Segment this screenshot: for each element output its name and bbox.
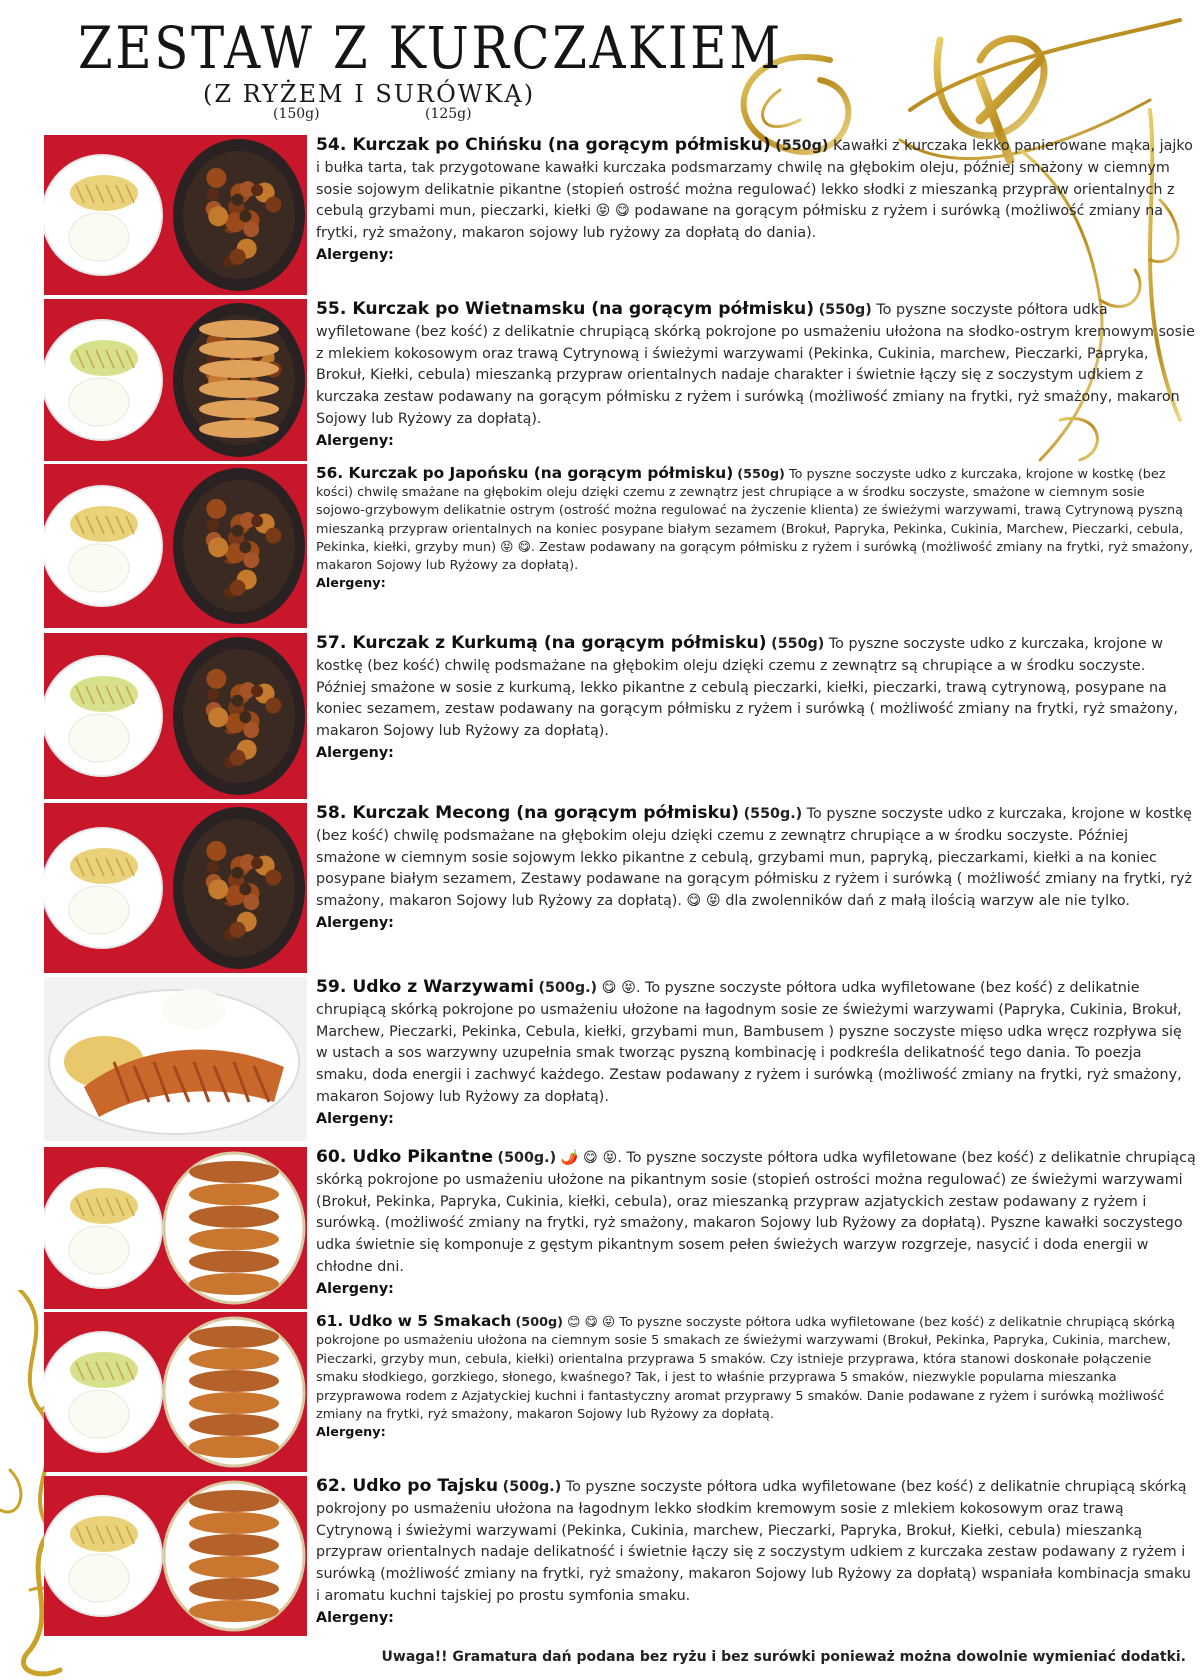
salad-weight-note: (125g): [425, 106, 472, 122]
item-body: [316, 977, 1196, 1109]
dish-description: To pyszne soczyste półtora udka wyfiletowane (bez kość) z delikatnie chrupiącą skórką pokrojone po usmażeniu ułożona na słodko-ostrym kremowym sosie z mlekiem kokosowym oraz trawą Cytrynową i świeżymi warzywami (Pekinka, Cukinia, marchew, Pieczarki, Papryka, Brokuł, Kiełki, cebula) mieszanką przypraw orientalnych nadaje charakter i świetnie łączy się z soczystym udkiem z kurczaka zestaw podawany na gorącym półmisku z ryżem i surówką (możliwość zmiany na frytki, ryż smażony, makaron Sojowy lub Ryżowy za dopłatą).: [316, 302, 1195, 427]
dish-photo: [44, 633, 307, 799]
item-body: [316, 633, 1196, 743]
dish-name: 58. Kurczak Mecong (na gorącym półmisku): [316, 803, 740, 823]
allergens-label: Alergeny:: [316, 432, 394, 449]
dish-weight: (500g.): [497, 1150, 557, 1166]
menu-item: [44, 1312, 1196, 1472]
dish-photo: [44, 803, 307, 973]
dish-name: 57. Kurczak z Kurkumą (na gorącym półmisku): [316, 633, 767, 653]
menu-item: [44, 135, 1196, 295]
dish-photo: [44, 135, 307, 295]
item-body: [316, 1476, 1196, 1608]
allergens-label: Alergeny:: [316, 1110, 394, 1127]
dish-description: To pyszne soczyste udko z kurczaka, krojone w kostkę (bez kość) chwilę podsmażane na głębokim oleju dzięki czemu z zewnątrz chrupiące a w środku soczyste. Później smażone w ciemnym sosie sojowym lekko pikantne z cebulą, grzybami mun, papryką, pieczarkami, kiełki a na koniec posypane białym sezamem, Zestawy podawane na gorącym półmisku z ryżem i surówką ( możliwość zmiany na frytki, ryż smażony, makaron Sojowy lub Ryżowy za dopłatą).: [316, 806, 1193, 910]
dish-photo: [44, 464, 307, 628]
item-body: [316, 464, 1196, 575]
item-body: [316, 299, 1196, 431]
dish-weight: (550g.): [743, 806, 803, 822]
allergens-label: Alergeny:: [316, 1425, 386, 1441]
dish-name: 56. Kurczak po Japońsku (na gorącym półmisku): [316, 464, 734, 482]
emoji-icons: 😋 😝: [601, 980, 636, 996]
dish-photo: [44, 1476, 307, 1636]
emoji-icons: 🌶️ 😋 😝: [560, 1150, 618, 1166]
emoji-icons: 😝 😋: [595, 203, 630, 220]
dish-description: To pyszne soczyste udko z kurczaka, krojone w kostkę (bez kość) chwilę podsmażane na głębokim oleju dzięki czemu z zewnątrz są chrupiące a w środku soczyste. Później smażone w sosie z kurkumą, lekko pikantne z cebulą pieczarki, kiełki, pieczarki, trawą cytrynową, posypane na koniec sezamem, zestaw podawany na gorącym półmisku z ryżem i surówką ( możliwość zmiany na frytki, ryż smażony, makaron Sojowy lub Ryżowy za dopłatą).: [316, 636, 1178, 740]
emoji-icons: 😝 😋: [500, 539, 531, 555]
allergens-label: Alergeny:: [316, 1280, 394, 1297]
dish-photo: [44, 977, 307, 1141]
menu-item: [44, 464, 1196, 628]
dish-description-cont: To pyszne soczyste półtora udka wyfiletowane (bez kość) z delikatnie chrupiącą skórką pokrojone po usmażeniu ułożona na ciemnym sosie 5 smakach ze świeżymi warzywami (Brokuł, Pekinka, Papryka, Cukinia, marchew, Pieczarki, grzyby mun, cebula, kiełki) orientalna przyprawa 5 smaków. Czy istnieje przyprawa, która stanowi doskonałe połączenie smaku słodkiego, gorzkiego, słonego, kwaśnego? Tak, i jest to właśnie przyprawa 5 smaków, niezwykle popularna mieszanka przyprawowa rodem z Azjatyckiej kuchni i fantastyczny aromat przyprawy 5 smaków. Danie podawane z ryżem i surówką możliwość zmiany na frytki, ryż smażony, makaron Sojowy lub Ryżowy za dopłatą.: [316, 1315, 1175, 1423]
dish-weight: (550g): [771, 636, 825, 652]
dish-name: 55. Kurczak po Wietnamsku (na gorącym półmisku): [316, 299, 815, 319]
dish-weight: (500g): [515, 1315, 564, 1330]
dish-name: 61. Udko w 5 Smakach: [316, 1312, 512, 1330]
allergens-label: Alergeny:: [316, 1609, 394, 1626]
page-subtitle: (Z RYŻEM I SURÓWKĄ): [203, 80, 536, 108]
dish-description-cont: . To pyszne soczyste półtora udka wyfiletowane (bez kość) z delikatnie chrupiącą skórką pokrojone po usmażeniu ułożone na łagodnym sosie ze świeżymi warzywami (Papryka, Cukinia, Brokuł, Marchew, Pieczarki, Pekinka, Cebula, kiełki, grzybami mun, Bambusem ) pyszne soczyste mięso udka wręcz rozpływa się w ustach a sos warzywny uzupełnia smak tworząc pyszną kombinację i podkreśla delikatność tego dania. To poezja smaku, doda energii i zachwyć każdego. Zestaw podawany z ryżem i surówką (możliwość zmiany na frytki, ryż smażony, makaron Sojowy lub Ryżowy za dopłatą).: [316, 980, 1182, 1105]
dish-weight: (550g): [737, 467, 785, 482]
menu-item: [44, 299, 1196, 461]
page-title: ZESTAW Z KURCZAKIEM: [78, 14, 783, 82]
item-body: [316, 1147, 1196, 1279]
dish-description: To pyszne soczyste półtora udka wyfiletowane (bez kość) z delikatnie chrupiącą skórką pokrojony po usmażeniu ułożona na łagodnym lekko słodkim kremowym sosie z mlekiem kokosowym oraz trawą Cytrynową i świeżymi warzywami (Pekinka, Cukinia, marchew, Pieczarki, Papryka, Brokuł, Kiełki, cebula) mieszanką przypraw orientalnych nadaje delikatność i świetnie łączy się z soczystym udkiem z kurczaka zestaw podawany z ryżem i surówką (możliwość zmiany na frytki, ryż smażony, makaron Sojowy lub Ryżowy za dopłatą) wspaniała kombinacja smaku i aromatu kuchni tajskiej po prostu symfonia smaku.: [316, 1479, 1191, 1604]
dish-description: Kawałki z kurczaka lekko panierowane mąka, jajko i bułka tarta, tak przygotowane kawałki kurczaka podsmarzamy chwilę na głębokim oleju, później smażony w ciemnym sosie sojowym delikatnie pikantne (stopień ostrość można regulować) lekko słodki z mieszanką przypraw orientalnych z cebulą grzybami mun, pieczarki, kiełki: [316, 138, 1193, 220]
footer-note: Uwaga!! Gramatura dań podana bez ryżu i bez surówki ponieważ można dowolnie wymieniać dodatki.: [381, 1649, 1186, 1665]
allergens-label: Alergeny:: [316, 744, 394, 761]
dish-description-cont: . To pyszne soczyste półtora udka wyfiletowane (bez kość) z delikatnie chrupiącą skórką pokrojone po usmażeniu ułożone na pikantnym sosie (stopień ostrości można regulować) ze świeżymi warzywami (Brokuł, Pekinka, Papryka, Cukinia, kiełki, cebula), oraz mieszanką przypraw azjatyckich zestaw podawany z ryżem i surówką. (możliwość zmiany na frytki, ryż smażony, makaron Sojowy lub Ryżowy za dopłatą). Pyszne kawałki soczystego udka świetnie się komponuje z gęstym pikantnym sosem pełen świeżych warzyw rozgrzeje, nasycić i doda energii w chłodne dni.: [316, 1150, 1196, 1275]
rice-weight-note: (150g): [273, 106, 320, 122]
dish-name: 60. Udko Pikantne: [316, 1147, 493, 1167]
dish-photo: [44, 1147, 307, 1309]
allergens-label: Alergeny:: [316, 246, 394, 263]
dish-description: To pyszne soczyste udko z kurczaka, krojone w kostkę (bez kości) chwilę smażane na głębokim oleju dzięki czemu z zewnątrz jest chrupiące a w środku soczyste, smażone w ciemnym sosie sojowo-grzybowym delikatnie ostrym (ostrość można regulować na życzenie klienta) ze świeżymi warzywami, trawą Cytrynową pyszną mieszanką przypraw orientalnych na koniec posypane białym sezamem (Brokuł, Papryka, Pekinka, Cukinia, Marchew, Pieczarki, cebula, Pekinka, kiełki, grzyby mun): [316, 467, 1184, 555]
dish-name: 54. Kurczak po Chińsku (na gorącym półmisku): [316, 135, 771, 155]
dish-weight: (550g): [818, 302, 872, 318]
dish-photo: [44, 1312, 307, 1472]
menu-item: [44, 1147, 1196, 1309]
dish-description-cont: . Zestaw podawany na gorącym półmisku z ryżem i surówką (możliwość zmiany na frytki, ryż smażony, makaron Sojowy lub Ryżowy za dopłatą).: [316, 539, 1194, 574]
item-body: [316, 135, 1196, 245]
menu-item: [44, 977, 1196, 1141]
item-body: [316, 803, 1196, 913]
menu-item: [44, 633, 1196, 799]
menu-item: [44, 1476, 1196, 1636]
dish-name: 62. Udko po Tajsku: [316, 1476, 499, 1496]
item-body: [316, 1312, 1196, 1424]
dish-description-cont: podawane na gorącym półmisku z ryżem i surówką (możliwość zmiany na frytki, ryż smażony, makaron sojowy lub ryżowy za dopłatą do dania).: [316, 203, 1164, 242]
dish-weight: (500g.): [538, 980, 598, 996]
allergens-label: Alergeny:: [316, 914, 394, 931]
dish-weight: (500g.): [502, 1479, 562, 1495]
emoji-icons: 😋 😝: [686, 893, 721, 910]
dish-photo: [44, 299, 307, 461]
allergens-label: Alergeny:: [316, 576, 386, 592]
dish-name: 59. Udko z Warzywami: [316, 977, 534, 997]
dish-description-cont: dla zwolenników dań z małą ilością warzyw ale nie tylko.: [725, 893, 1130, 910]
menu-item: [44, 803, 1196, 973]
emoji-icons: 😊 😋 😝: [567, 1315, 616, 1330]
dish-weight: (550g): [775, 138, 829, 154]
